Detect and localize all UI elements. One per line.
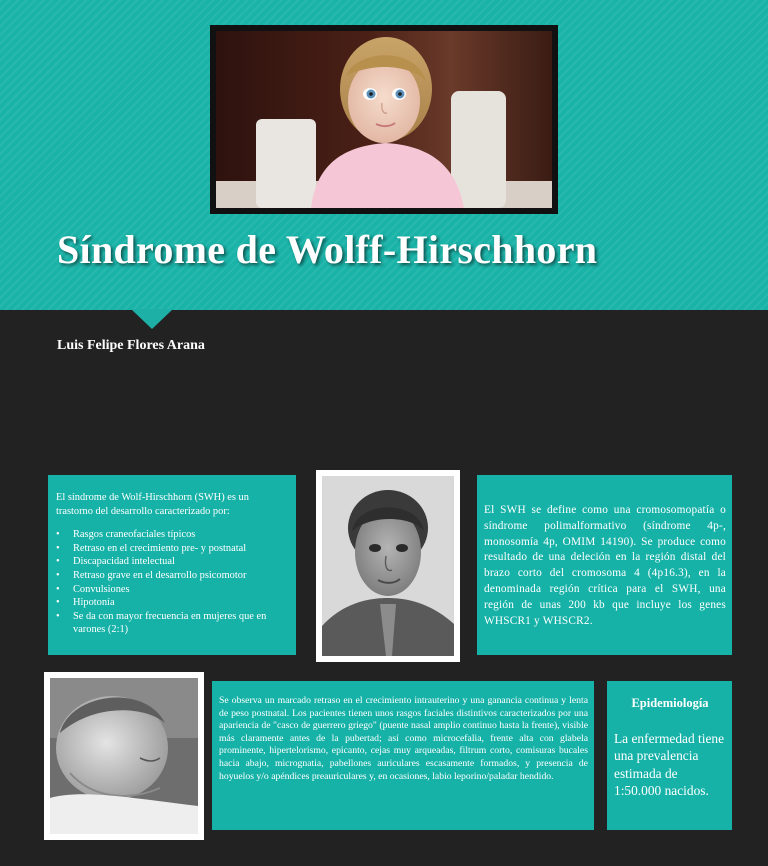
- intro-card: [48, 475, 296, 655]
- hero-photo: [210, 25, 558, 214]
- author-name: Luis Felipe Flores Arana: [57, 338, 205, 353]
- newborn-image: [50, 678, 198, 834]
- symptom-list: [56, 528, 287, 637]
- newborn-photo: [44, 672, 204, 840]
- list-item: • Retraso grave en el desarrollo psicomotor: [73, 569, 287, 583]
- list-item: • Retraso en el crecimiento pre- y postnatal: [73, 542, 287, 556]
- epidemiology-text: La enfermedad tiene una prevalencia estimada de 1:50.000 nacidos.: [614, 731, 725, 799]
- list-item: • Hipotonía: [73, 596, 287, 610]
- features-text: Se observa un marcado retraso en el crecimiento intrauterino y una ganancia continua y lenta de peso postnatal. Los pacientes tienen unos rasgos faciales distintivos caracterizados por una apariencia de "casco de guerrero griego" (puente nasal amplio continuo hasta la frente), visible más claramente antes de la pubertad; así como microcefalia, frente alta con glabela prominente, hipertelorismo, epicanto, cejas muy arqueadas, filtrum corto, comisuras bucales hacia abajo, micrognatia, pabellones auriculares escasamente formados, y presencia de hoyuelos y/o apéndices preauriculares y, en ocasiones, labio leporino/paladar hendido.: [219, 695, 588, 782]
- list-item: • Rasgos craneofaciales típicos: [73, 528, 287, 542]
- list-item: • Discapacidad intelectual: [73, 555, 287, 569]
- intro-text: El síndrome de Wolf-Hirschhorn (SWH) es un trastorno del desarrollo caracterizado por:: [56, 492, 249, 517]
- features-card: [212, 681, 594, 830]
- list-item: • Convulsiones: [73, 583, 287, 597]
- page-title: Síndrome de Wolff-Hirschhorn: [57, 227, 598, 272]
- definition-text: El SWH se define como una cromosomopatía o síndrome polimalformativo (síndrome 4p-, monosomía 4p, OMIM 14190). Se produce como resultado de una deleción en la región distal del brazo corto del cromosoma 4 (4p16.3), en la denominada región crítica para el SWH, una región de unas 200 kb que incluye los genes WHSCR1 y WHSCR2.: [484, 504, 726, 627]
- definition-card: [477, 475, 732, 655]
- hero-photo-image: [216, 31, 552, 208]
- header-notch: [131, 309, 173, 329]
- epidemiology-title: Epidemiología: [631, 696, 709, 710]
- child-portrait-image: [322, 476, 454, 656]
- list-item: • Se da con mayor frecuencia en mujeres que en varones (2:1): [73, 610, 287, 637]
- child-portrait-photo: [316, 470, 460, 662]
- epidemiology-card: [607, 681, 732, 830]
